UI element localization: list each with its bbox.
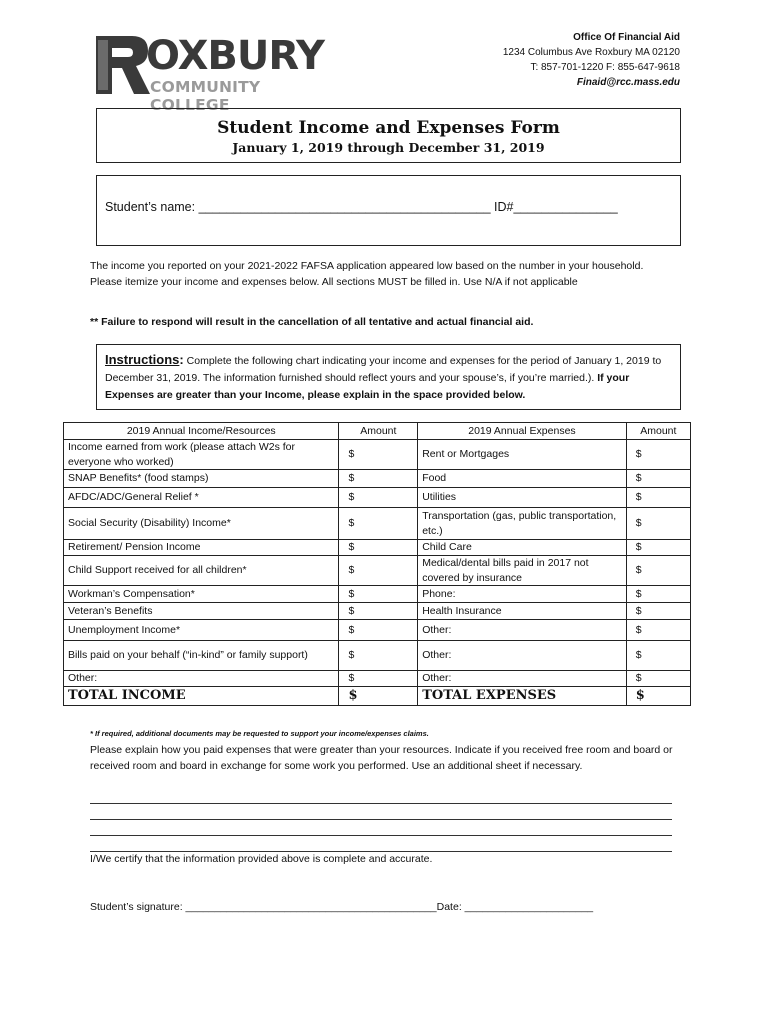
office-info xyxy=(503,30,680,90)
expense-amount[interactable]: $ xyxy=(626,586,690,603)
income-label: Veteran’s Benefits xyxy=(64,603,339,620)
office-address: 1234 Columbus Ave Roxbury MA 02120 xyxy=(502,47,680,58)
income-amount[interactable]: $ xyxy=(339,508,418,540)
office-email: Finaid@rcc.mass.edu xyxy=(576,77,680,88)
expense-amount[interactable]: $ xyxy=(626,671,690,687)
expense-label: Health Insurance xyxy=(418,603,626,620)
form-title: Student Income and Expenses Form xyxy=(217,118,560,138)
expense-amount[interactable]: $ xyxy=(626,540,690,556)
student-name-box xyxy=(96,175,681,246)
income-label: Bills paid on your behalf (“in-kind” or family support) xyxy=(64,641,339,671)
income-amount[interactable]: $ xyxy=(339,556,418,586)
income-label: Workman’s Compensation* xyxy=(64,586,339,603)
expense-label: Other: xyxy=(418,641,626,671)
header-expense-amount: Amount xyxy=(626,423,690,440)
income-label: SNAP Benefits* (food stamps) xyxy=(64,470,339,488)
table-row xyxy=(64,488,691,508)
signature-date-field[interactable]: Student’s signature: ___________________________________________Date: ______________________ xyxy=(90,901,594,913)
failure-warning: ** Failure to respond will result in the cancellation of all tentative and actual financial aid. xyxy=(90,316,534,328)
income-amount[interactable]: $ xyxy=(339,620,418,641)
table-row xyxy=(64,620,691,641)
expense-label: Utilities xyxy=(418,488,626,508)
table-row xyxy=(64,641,691,671)
income-label: Retirement/ Pension Income xyxy=(64,540,339,556)
student-name-id-field[interactable]: Student’s name: __________________________________________ ID#_______________ xyxy=(105,200,618,214)
instructions-bold: If your Expenses are greater than your Income, please explain in the space provided below. xyxy=(105,372,630,401)
expense-amount[interactable]: $ xyxy=(626,508,690,540)
income-amount[interactable]: $ xyxy=(339,540,418,556)
header-income-amount: Amount xyxy=(339,423,418,440)
income-label: Unemployment Income* xyxy=(64,620,339,641)
expense-amount[interactable]: $ xyxy=(626,470,690,488)
office-title: Office Of Financial Aid xyxy=(573,32,680,43)
table-header-row xyxy=(64,423,691,440)
income-expenses-table xyxy=(63,422,691,706)
logo-word: OXBURY xyxy=(146,33,324,79)
documents-note: * If required, additional documents may be requested to support your income/expenses claims. xyxy=(90,729,429,738)
table-row xyxy=(64,470,691,488)
total-income-amount[interactable]: $ xyxy=(339,687,418,706)
income-amount[interactable]: $ xyxy=(339,470,418,488)
logo-r-mark xyxy=(94,34,152,96)
income-label: Social Security (Disability) Income* xyxy=(64,508,339,540)
office-phone: T: 857-701-1220 F: 855-647-9618 xyxy=(530,62,680,73)
explanation-line[interactable] xyxy=(90,835,672,836)
table-row xyxy=(64,671,691,687)
expense-label: Phone: xyxy=(418,586,626,603)
certification-statement: I/We certify that the information provided above is complete and accurate. xyxy=(90,853,433,865)
total-expenses-amount[interactable]: $ xyxy=(626,687,690,706)
total-expenses-label: TOTAL EXPENSES xyxy=(418,687,626,706)
expense-label: Other: xyxy=(418,671,626,687)
logo-subtitle: COMMUNITY COLLEGE xyxy=(150,78,261,114)
income-label: Income earned from work (please attach W2s for everyone who worked) xyxy=(64,440,339,470)
income-label: Other: xyxy=(64,671,339,687)
instructions-box xyxy=(96,344,681,410)
expense-label: Rent or Mortgages xyxy=(418,440,626,470)
intro-text: The income you reported on your 2021-2022 FAFSA application appeared low based on the number in your household. Please itemize your income and expenses below. All sections MUST be filled in. Use N/A if not applicable xyxy=(90,260,644,288)
instructions-colon: : xyxy=(179,352,184,367)
expense-amount[interactable]: $ xyxy=(626,620,690,641)
expense-label: Child Care xyxy=(418,540,626,556)
explain-instructions: Please explain how you paid expenses that were greater than your resources. Indicate if you received free room and board or received room and board in exchange for some work you performed. Use an additional sheet if necessary. xyxy=(90,744,673,772)
table-row xyxy=(64,556,691,586)
table-row xyxy=(64,440,691,470)
income-amount[interactable]: $ xyxy=(339,671,418,687)
header-income: 2019 Annual Income/Resources xyxy=(64,423,339,440)
instructions-body: Complete the following chart indicating your income and expenses for the period of January 1, 2019 to December 31, 2019. The information furnished should reflect yours and your spouse’s, if you’re married.). xyxy=(105,355,662,384)
instructions-label: Instructions xyxy=(105,352,180,367)
income-amount[interactable]: $ xyxy=(339,586,418,603)
expense-amount[interactable]: $ xyxy=(626,641,690,671)
income-amount[interactable]: $ xyxy=(339,440,418,470)
expense-label: Other: xyxy=(418,620,626,641)
income-label: AFDC/ADC/General Relief * xyxy=(64,488,339,508)
total-income-label: TOTAL INCOME xyxy=(64,687,339,706)
form-title-box xyxy=(96,108,681,163)
explanation-line[interactable] xyxy=(90,819,672,820)
header-expenses: 2019 Annual Expenses xyxy=(418,423,626,440)
expense-amount[interactable]: $ xyxy=(626,488,690,508)
expense-amount[interactable]: $ xyxy=(626,603,690,620)
explanation-line[interactable] xyxy=(90,851,672,852)
income-amount[interactable]: $ xyxy=(339,641,418,671)
income-label: Child Support received for all children* xyxy=(64,556,339,586)
instructions-text xyxy=(105,351,673,404)
table-row xyxy=(64,586,691,603)
income-amount[interactable]: $ xyxy=(339,603,418,620)
expense-label: Food xyxy=(418,470,626,488)
table-row xyxy=(64,540,691,556)
expense-amount[interactable]: $ xyxy=(626,440,690,470)
total-row xyxy=(64,687,691,706)
table-row xyxy=(64,508,691,540)
form-period: January 1, 2019 through December 31, 2019 xyxy=(232,140,545,155)
expense-label: Transportation (gas, public transportation, etc.) xyxy=(418,508,626,540)
expense-label: Medical/dental bills paid in 2017 not covered by insurance xyxy=(418,556,626,586)
college-logo xyxy=(94,33,344,114)
table-row xyxy=(64,603,691,620)
income-amount[interactable]: $ xyxy=(339,488,418,508)
expense-amount[interactable]: $ xyxy=(626,556,690,586)
explanation-line[interactable] xyxy=(90,803,672,804)
